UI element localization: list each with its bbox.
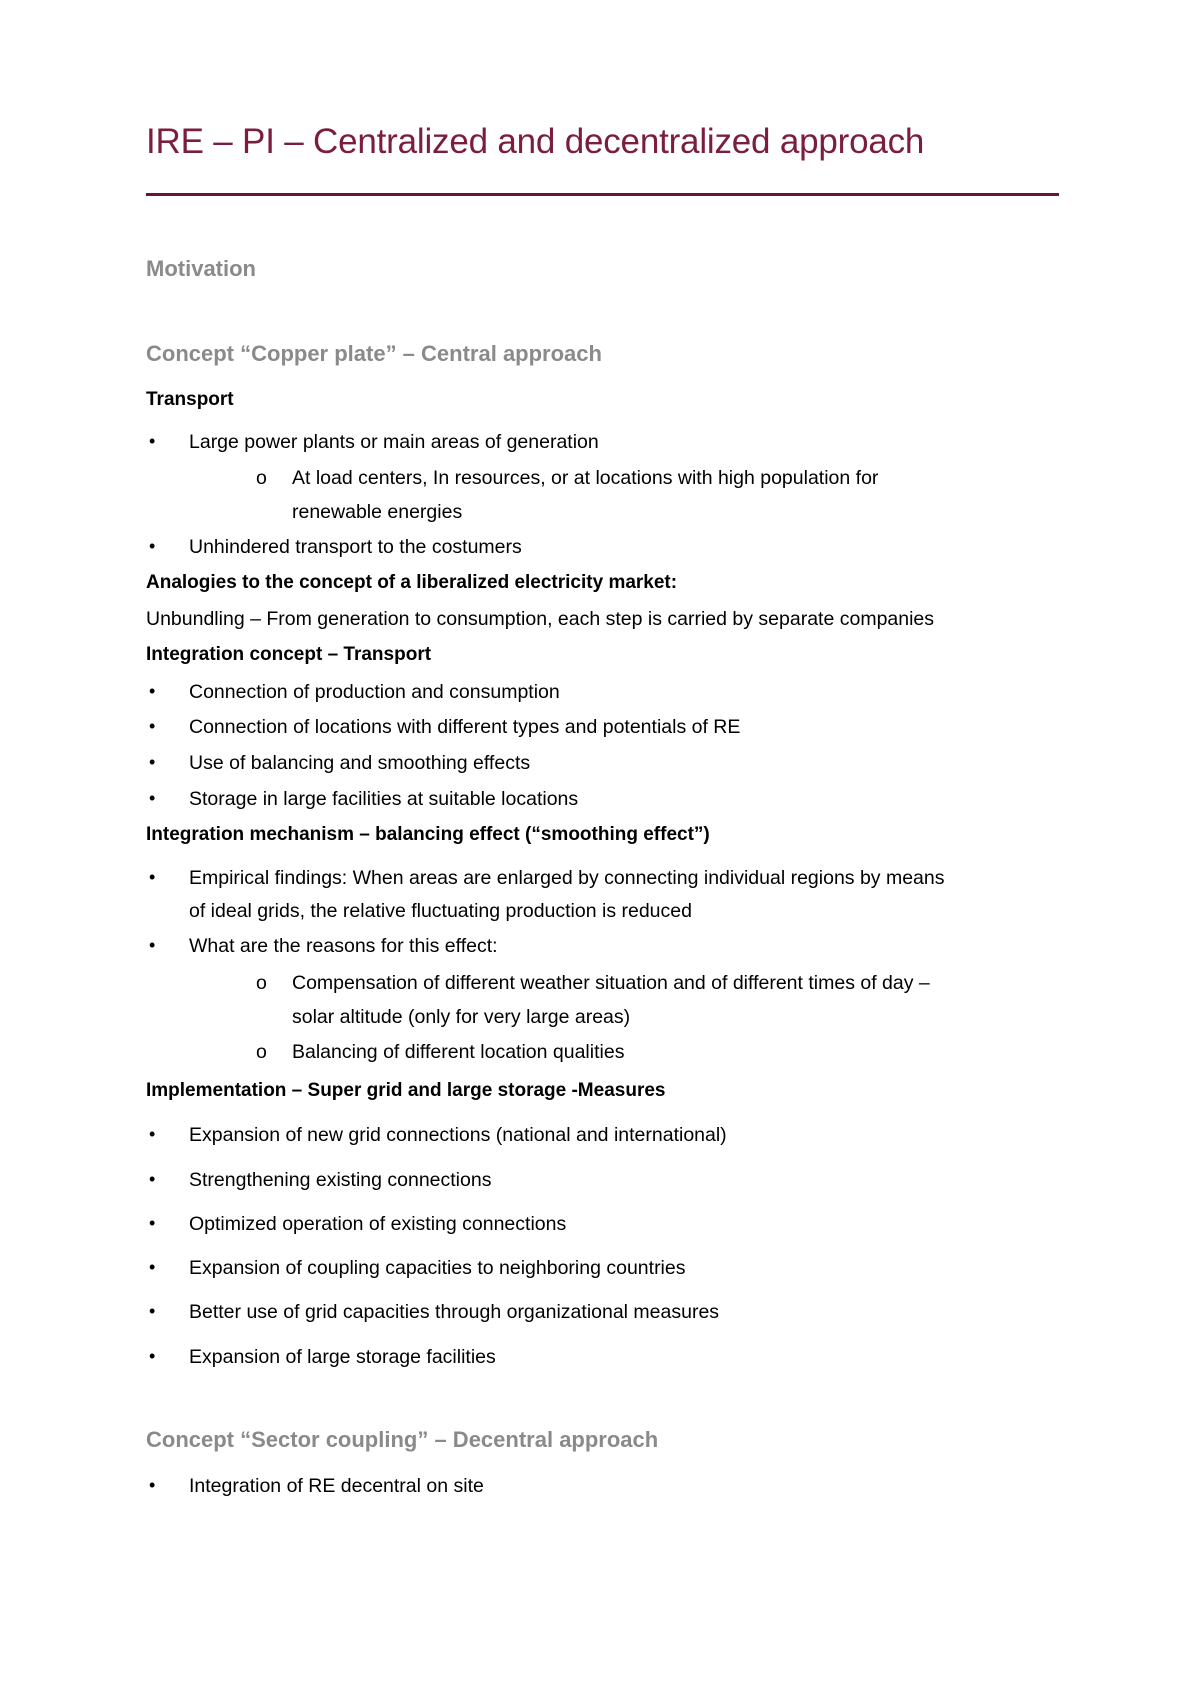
sub-list-item bbox=[256, 467, 879, 490]
sub-list-item-text: At load centers, In resources, or at locations with high population for bbox=[292, 467, 879, 489]
list-item-text: Use of balancing and smoothing effects bbox=[189, 752, 531, 774]
list-item bbox=[149, 1124, 727, 1147]
sub-list-item-continuation: solar altitude (only for very large areas) bbox=[292, 1006, 631, 1028]
list-item-continuation: of ideal grids, the relative fluctuating production is reduced bbox=[189, 900, 692, 922]
sub-bullet-marker: o bbox=[256, 1041, 267, 1063]
bullet-marker: • bbox=[149, 431, 156, 451]
bullet-marker: • bbox=[149, 716, 156, 736]
list-item bbox=[149, 1475, 484, 1498]
bullet-marker: • bbox=[149, 752, 156, 772]
list-item-text: Unhindered transport to the costumers bbox=[189, 536, 522, 558]
list-item-text: Strengthening existing connections bbox=[189, 1169, 492, 1191]
list-item-text: Integration of RE decentral on site bbox=[189, 1475, 484, 1497]
list-item-text: Expansion of new grid connections (national and international) bbox=[189, 1124, 727, 1146]
list-item bbox=[149, 431, 599, 454]
list-item bbox=[149, 1257, 686, 1280]
bullet-marker: • bbox=[149, 1124, 156, 1144]
list-item-text: Large power plants or main areas of generation bbox=[189, 431, 599, 453]
list-item bbox=[149, 1213, 567, 1236]
list-item bbox=[149, 867, 945, 890]
list-item bbox=[149, 1169, 492, 1192]
bullet-marker: • bbox=[149, 867, 156, 887]
list-item bbox=[149, 716, 741, 739]
sub-list-item bbox=[256, 1041, 625, 1064]
list-item bbox=[149, 681, 560, 704]
bullet-marker: • bbox=[149, 1346, 156, 1366]
list-item bbox=[149, 1301, 720, 1324]
sub-bullet-marker: o bbox=[256, 972, 267, 994]
sub-list-item-text: Compensation of different weather situation and of different times of day – bbox=[292, 972, 930, 994]
list-item bbox=[149, 788, 579, 811]
subheading-integration-mechanism: Integration mechanism – balancing effect (“smoothing effect”) bbox=[146, 824, 710, 845]
section-heading-sector-coupling: Concept “Sector coupling” – Decentral approach bbox=[146, 1427, 659, 1452]
list-item bbox=[149, 935, 498, 958]
sub-list-item-text: Balancing of different location qualities bbox=[292, 1041, 625, 1063]
list-item-text: Expansion of coupling capacities to neighboring countries bbox=[189, 1257, 686, 1279]
sub-list-item bbox=[256, 972, 930, 995]
title-underline bbox=[146, 193, 1059, 196]
list-item-text: Better use of grid capacities through organizational measures bbox=[189, 1301, 720, 1323]
subheading-analogies: Analogies to the concept of a liberalized electricity market: bbox=[146, 572, 678, 593]
bullet-marker: • bbox=[149, 1301, 156, 1321]
bullet-marker: • bbox=[149, 536, 156, 556]
list-item-text: Storage in large facilities at suitable locations bbox=[189, 788, 579, 810]
paragraph-unbundling: Unbundling – From generation to consumption, each step is carried by separate companies bbox=[146, 608, 935, 630]
section-heading-copper-plate: Concept “Copper plate” – Central approach bbox=[146, 341, 602, 366]
list-item bbox=[149, 1346, 496, 1369]
bullet-marker: • bbox=[149, 935, 156, 955]
subheading-implementation: Implementation – Super grid and large storage -Measures bbox=[146, 1080, 666, 1101]
sub-bullet-marker: o bbox=[256, 467, 267, 489]
sub-list-item-continuation: renewable energies bbox=[292, 501, 463, 523]
list-item bbox=[149, 536, 522, 559]
subheading-transport: Transport bbox=[146, 389, 234, 410]
list-item-text: Connection of production and consumption bbox=[189, 681, 560, 703]
bullet-marker: • bbox=[149, 1213, 156, 1233]
document-title: IRE – PI – Centralized and decentralized approach bbox=[146, 122, 925, 161]
subheading-integration-concept: Integration concept – Transport bbox=[146, 644, 432, 665]
list-item-text: Empirical findings: When areas are enlarged by connecting individual regions by means bbox=[189, 867, 945, 889]
list-item bbox=[149, 752, 531, 775]
bullet-marker: • bbox=[149, 1257, 156, 1277]
list-item-text: Expansion of large storage facilities bbox=[189, 1346, 496, 1368]
bullet-marker: • bbox=[149, 1475, 156, 1495]
list-item-text: What are the reasons for this effect: bbox=[189, 935, 498, 957]
bullet-marker: • bbox=[149, 788, 156, 808]
bullet-marker: • bbox=[149, 1169, 156, 1189]
list-item-text: Optimized operation of existing connections bbox=[189, 1213, 567, 1235]
list-item-text: Connection of locations with different types and potentials of RE bbox=[189, 716, 741, 738]
section-heading-motivation: Motivation bbox=[146, 256, 256, 281]
bullet-marker: • bbox=[149, 681, 156, 701]
